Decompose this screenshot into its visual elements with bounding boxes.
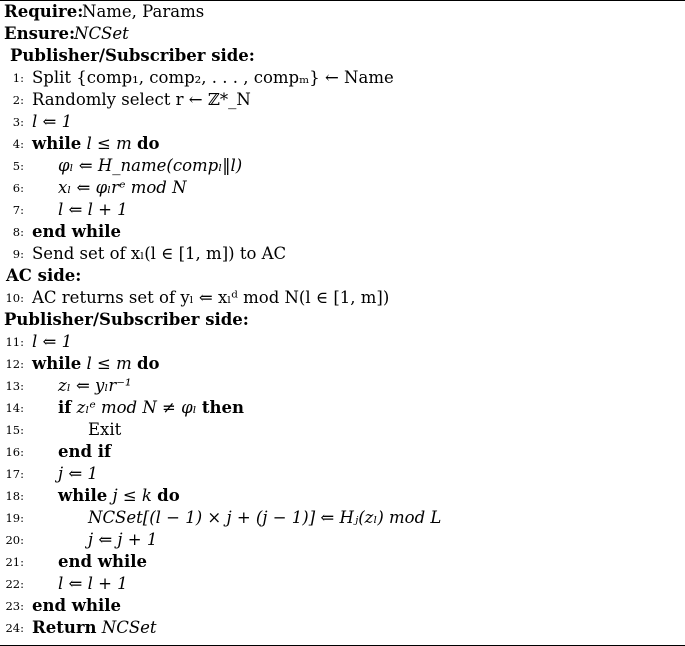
line-number: 13:: [5, 379, 24, 393]
code-line: [0, 507, 685, 529]
line-number: 5:: [12, 159, 24, 173]
code-line: [0, 155, 685, 177]
code-line: [0, 463, 685, 485]
code-line: [0, 551, 685, 573]
line-number: 17:: [5, 467, 24, 481]
code-line: [0, 287, 685, 309]
code-text: Send set of xₗ(l ∈ [1, m]) to AC: [32, 244, 287, 263]
keyword: do: [136, 134, 160, 153]
ensure-line: [0, 23, 685, 45]
code-text: j ⇐ 1: [58, 464, 98, 483]
code-text: l ≤ m: [81, 134, 137, 153]
code-line: [0, 67, 685, 89]
keyword: end while: [32, 596, 122, 615]
line-number: 20:: [5, 533, 24, 547]
code-text: Split {comp₁, comp₂, . . . , compₘ} ← Name: [32, 68, 394, 87]
section-ac: [0, 265, 685, 287]
line-number: 14:: [5, 401, 24, 415]
line-number: 7:: [12, 203, 24, 217]
code-text: l ⇐ l + 1: [58, 200, 128, 219]
code-line: [0, 89, 685, 111]
code-text: xₗ ⇐ φₗrᵉ mod N: [58, 178, 187, 197]
line-number: 24:: [5, 621, 24, 635]
code-line: [0, 441, 685, 463]
section-heading: Publisher/Subscriber side:: [4, 310, 249, 329]
code-text: j ≤ k: [107, 486, 158, 505]
code-line: [0, 177, 685, 199]
line-number: 19:: [5, 511, 24, 525]
line-number: 18:: [5, 489, 24, 503]
line-number: 21:: [5, 555, 24, 569]
code-text: l ≤ m: [81, 354, 137, 373]
keyword: while: [32, 354, 82, 373]
keyword: do: [136, 354, 160, 373]
require-line: [0, 1, 685, 23]
line-number: 11:: [5, 335, 24, 349]
line-number: 6:: [12, 181, 24, 195]
keyword: end if: [58, 442, 112, 461]
code-text: zₗᵉ mod N ≠ φₗ: [71, 398, 202, 417]
line-number: 22:: [5, 577, 24, 591]
code-text: NCSet: [96, 618, 157, 637]
code-text: l ⇐ l + 1: [58, 574, 128, 593]
require-text: Name, Params: [82, 2, 205, 21]
keyword: Return: [32, 618, 97, 637]
keyword: end while: [32, 222, 122, 241]
code-text: l ⇐ 1: [32, 332, 73, 351]
keyword: then: [201, 398, 245, 417]
line-number: 23:: [5, 599, 24, 613]
line-number: 8:: [12, 225, 24, 239]
keyword: while: [32, 134, 82, 153]
code-text: NCSet[(l − 1) × j + (j − 1)] ⇐ Hⱼ(zₗ) mod L: [88, 508, 442, 527]
code-line: [0, 111, 685, 133]
code-line: [0, 375, 685, 397]
keyword: while: [58, 486, 108, 505]
code-line: [0, 485, 685, 507]
code-line: [0, 617, 685, 639]
code-text: j ⇐ j + 1: [88, 530, 158, 549]
section-publisher-2: [0, 309, 685, 331]
code-line: [0, 133, 685, 155]
line-number: 1:: [12, 71, 24, 85]
line-number: 10:: [5, 291, 24, 305]
code-line: [0, 243, 685, 265]
line-number: 3:: [12, 115, 24, 129]
keyword: if: [58, 398, 72, 417]
code-line: [0, 221, 685, 243]
code-line: [0, 397, 685, 419]
ensure-label: Ensure:: [4, 24, 76, 43]
code-text: AC returns set of yₗ ⇐ xₗᵈ mod N(l ∈ [1, m]): [32, 288, 390, 307]
require-label: Require:: [4, 2, 84, 21]
keyword: do: [157, 486, 180, 505]
line-number: 2:: [12, 93, 24, 107]
ensure-text: NCSet: [74, 24, 129, 43]
section-heading: AC side:: [6, 266, 82, 285]
line-number: 15:: [5, 423, 24, 437]
keyword: end while: [58, 552, 148, 571]
line-number: 16:: [5, 445, 24, 459]
code-text: l ⇐ 1: [32, 112, 73, 131]
line-number: 4:: [12, 137, 24, 151]
section-publisher-1: [0, 45, 685, 67]
code-line: [0, 529, 685, 551]
line-number: 12:: [5, 357, 24, 371]
code-text: zₗ ⇐ yₗr⁻¹: [58, 376, 132, 395]
code-text: Randomly select r ← ℤ*_N: [32, 90, 251, 109]
code-line: [0, 595, 685, 617]
code-line: [0, 353, 685, 375]
code-text: Exit: [88, 420, 122, 439]
line-number: 9:: [12, 247, 24, 261]
code-line: [0, 573, 685, 595]
code-text: φₗ ⇐ H_name(compₗ‖l): [58, 156, 243, 175]
section-heading: Publisher/Subscriber side:: [10, 46, 255, 65]
code-line: [0, 199, 685, 221]
code-line: [0, 419, 685, 441]
code-line: [0, 331, 685, 353]
